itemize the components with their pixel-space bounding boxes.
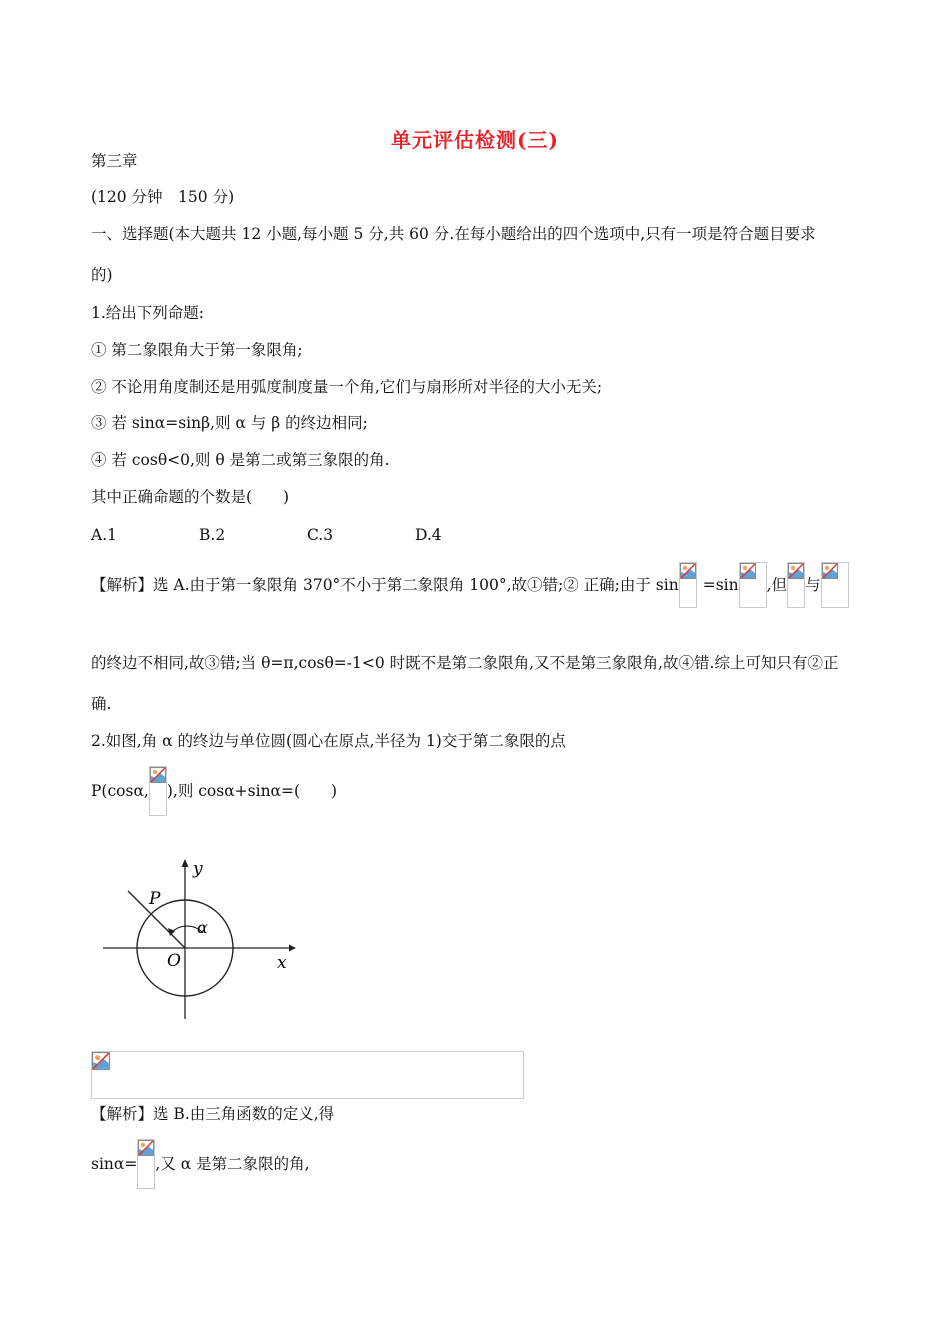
option-d: D.4 bbox=[415, 526, 442, 544]
q2-point-line bbox=[91, 766, 337, 816]
broken-image-icon bbox=[822, 563, 838, 579]
formula-image bbox=[739, 562, 767, 608]
y-axis-arrow bbox=[182, 859, 189, 867]
q1-item-2: ② 不论用角度制还是用弧度制度量一个角,它们与扇形所对半径的大小无关; bbox=[91, 378, 603, 396]
q1-analysis bbox=[91, 562, 849, 608]
formula-image bbox=[821, 562, 849, 608]
q2-point-suffix: ),则 cosα+sinα=( ) bbox=[166, 782, 338, 800]
q2-sin-prefix: sinα= bbox=[91, 1155, 138, 1173]
section-heading-cont: 的) bbox=[91, 266, 113, 284]
q2-point-prefix: P(cosα, bbox=[91, 782, 149, 800]
formula-image bbox=[149, 766, 167, 816]
question-2-stem: 2.如图,角 α 的终边与单位圆(圆心在原点,半径为 1)交于第二象限的点 bbox=[91, 732, 566, 750]
q1-analysis-line3: 确. bbox=[91, 695, 112, 713]
analysis-text: =sin bbox=[702, 576, 739, 594]
broken-image-icon bbox=[92, 1052, 110, 1070]
formula-image bbox=[137, 1139, 155, 1189]
broken-image-icon bbox=[150, 767, 166, 783]
broken-image-icon bbox=[680, 563, 696, 579]
q2-sin-suffix: ,又 α 是第二象限的角, bbox=[155, 1155, 310, 1173]
analysis-text: 与 bbox=[805, 576, 821, 594]
q1-item-3: ③ 若 sinα=sinβ,则 α 与 β 的终边相同; bbox=[91, 414, 368, 432]
broken-image-icon bbox=[740, 563, 756, 579]
angle-label: α bbox=[197, 918, 208, 937]
q1-question: 其中正确命题的个数是( ) bbox=[91, 488, 290, 506]
x-axis-label: x bbox=[277, 953, 287, 973]
q2-sin-line bbox=[91, 1139, 310, 1189]
y-axis-label: y bbox=[193, 859, 203, 879]
option-a: A.1 bbox=[91, 526, 117, 544]
broken-image-icon bbox=[788, 563, 804, 579]
q1-analysis-line2: 的终边不相同,故③错;当 θ=π,cosθ=-1<0 时既不是第二象限角,又不是第三象限角,故④错.综上可知只有②正 bbox=[91, 654, 839, 672]
unit-circle-figure bbox=[99, 855, 299, 1025]
option-c: C.3 bbox=[307, 526, 334, 544]
formula-image bbox=[787, 562, 805, 608]
q1-item-4: ④ 若 cosθ<0,则 θ 是第二或第三象限的角. bbox=[91, 451, 390, 469]
page-title: 单元评估检测(三) bbox=[391, 128, 559, 152]
point-label: P bbox=[149, 889, 161, 909]
question-1-stem: 1.给出下列命题: bbox=[91, 304, 205, 322]
analysis-text: 【解析】选 A.由于第一象限角 370°不小于第二象限角 100°,故①错;② 正确;由于 sin bbox=[91, 576, 679, 594]
option-b: B.2 bbox=[199, 526, 226, 544]
x-axis-arrow bbox=[289, 945, 296, 952]
analysis-text: ,但 bbox=[766, 576, 788, 594]
origin-label: O bbox=[167, 951, 181, 971]
broken-image-icon bbox=[138, 1140, 154, 1156]
formula-image bbox=[679, 562, 697, 608]
q1-options bbox=[91, 525, 523, 545]
q1-item-1: ① 第二象限角大于第一象限角; bbox=[91, 341, 303, 359]
chapter-label: 第三章 bbox=[91, 152, 138, 170]
q2-analysis: 【解析】选 B.由三角函数的定义,得 bbox=[91, 1105, 335, 1123]
section-heading: 一、选择题(本大题共 12 小题,每小题 5 分,共 60 分.在每小题给出的四个选项中,只有一项是符合题目要求 bbox=[91, 225, 816, 243]
solution-image-placeholder bbox=[91, 1051, 524, 1099]
time-score: (120 分钟 150 分) bbox=[91, 188, 235, 206]
